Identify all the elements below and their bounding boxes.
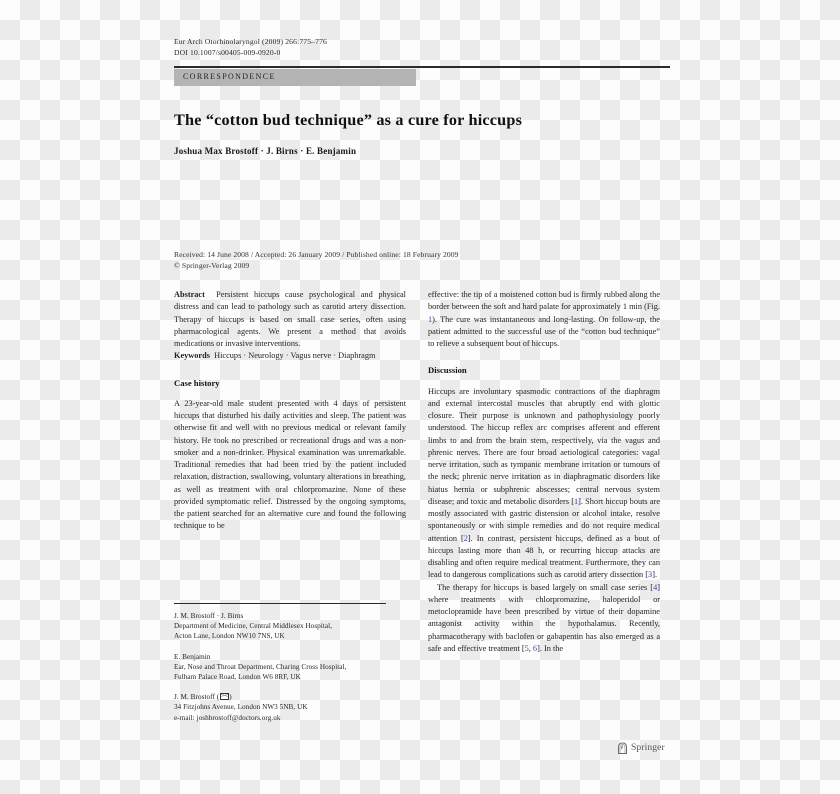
continued-text-part-2: ). The cure was instantaneous and long-lasting. On follow-up, the patient admitted to the successful use of the “cotton bud technique” to relieve a subsequent bout of hiccups.: [428, 314, 660, 348]
affiliation-2-authors: E. Benjamin: [174, 652, 211, 661]
corresponding-author-email[interactable]: e-mail: joshbrostoff@doctors.org.uk: [174, 713, 281, 722]
case-history-heading: Case history: [174, 377, 220, 388]
affiliation-1-dept: Department of Medicine, Central Middlesex Hospital,: [174, 622, 333, 631]
affiliation-entry-1: [174, 611, 414, 642]
figure-link[interactable]: 1: [428, 314, 433, 324]
discussion2-text-a: The therapy for hiccups is based largely on small case series [: [437, 582, 654, 592]
corresponding-author-address: 34 Fitzjohns Avenue, London NW3 5NB, UK: [174, 703, 308, 712]
discussion-paragraph-1: [428, 386, 660, 582]
continued-paragraph: [428, 289, 660, 350]
author-list: Joshua Max Brostoff · J. Birns · E. Benjamin: [174, 146, 357, 156]
affiliation-1-authors: J. M. Brostoff · J. Birns: [174, 612, 244, 620]
discussion-text-c: ]. In contrast, persistent hiccups, defined as a bout of hiccups lasting more than 48 h, or recurring hiccup attacks are disabling and often require medical treatment. Furthermore, they can lead to dangerous complications such as carotid artery dissection [: [428, 533, 661, 580]
citation-link-1[interactable]: 1: [573, 496, 579, 506]
discussion2-text-c: ]. In the: [537, 643, 564, 653]
corresponding-author-name-text: J. M. Brostoff (: [174, 693, 220, 702]
left-column: [174, 289, 406, 533]
citation-link-5[interactable]: 5: [524, 643, 529, 653]
page-title: The “cotton bud technique” as a cure for hiccups: [174, 111, 523, 129]
corresponding-author-entry: [174, 692, 414, 723]
copyright-line: © Springer-Verlag 2009: [174, 261, 250, 271]
citation-separator: ,: [528, 643, 533, 653]
abstract-text: Persistent hiccups cause psychological and physical distress and can lead to pathology such as carotid artery dissection. Therapy of hiccups is based on small case series, often using pharmacological agents. We present a method that avoids medications or invasive interventions.: [174, 290, 406, 348]
section-type-banner: [174, 69, 416, 86]
citation-link-2[interactable]: 2: [463, 533, 468, 543]
abstract-text-spacer: [205, 290, 216, 299]
journal-reference-doi: DOI 10.1007/s00405-009-0920-0: [174, 48, 281, 58]
springer-mark-icon: [617, 741, 628, 753]
corresponding-author-paren-close: ): [229, 693, 232, 702]
publication-dates-line: Received: 14 June 2008 / Accepted: 26 January 2009 / Published online: 18 February 2009: [174, 250, 459, 259]
keywords-label: Keywords: [174, 351, 210, 361]
affiliation-entry-2: [174, 652, 414, 683]
keywords-paragraph: [174, 350, 406, 362]
continued-text-part-1: effective: the tip of a moistened cotton bud is firmly rubbed along the border between the soft and hard palate for approximately 1 min (Fig.: [428, 290, 660, 312]
affiliation-1-address: Acton Lane, London NW10 7NS, UK: [174, 632, 285, 641]
citation-link-6[interactable]: 6: [532, 643, 538, 653]
discussion-text-b: ]. Short hiccup bouts are mostly associated with gastric distension or alcohol intake, resolve spontaneously or with simple remedies and do not require medical attention [: [428, 496, 660, 543]
publication-dates: [174, 249, 674, 272]
header-divider-rule: [174, 66, 670, 68]
discussion-text-a: Hiccups are involuntary spasmodic contractions of the diaphragm and external intercostal muscles that abruptly end with glottic closure. Their purpose is unknown and pathophysiology poorly understood. The hiccup reflex arc comprises afferent and efferent limbs to and from the brain stem, respectively, via the vagus and phrenic nerves. There are four broad aetiological categories: vagal nerve irritation, such as tympanic membrane irritation or tumours of the neck; phrenic nerve irritation as in diaphragmatic disorders like hiatus hernia or subphrenic abscesses; central nervous system disease; and toxic and metabolic disorders [: [428, 386, 660, 506]
journal-reference-line-1: Eur Arch Otorhinolaryngol (2009) 266:775–776: [174, 37, 327, 46]
case-history-paragraph: A 23-year-old male student presented with 4 days of persistent hiccups that disturbed his daily activities and sleep. The patient was otherwise fit and well with no previous medical or relevant family history. He took no prescribed or recreational drugs and was a non-smoker and a non-drinker. Physical examination was unremarkable. Traditional remedies that had been tried by the patient included relaxation, distraction, swallowing, voluntary alterations in breathing, as well as treatment with oral chlorpromazine. None of these provided symptomatic relief. Distressed by the ongoing symptoms, the patient searched for an alternative cure and found the following technique to be: [174, 398, 406, 531]
footnote-divider-rule: [174, 603, 386, 604]
abstract-label: Abstract: [174, 290, 205, 299]
publisher-name: Springer: [631, 741, 665, 753]
citation-link-4[interactable]: 4: [653, 582, 658, 592]
envelope-icon: [220, 693, 232, 702]
right-column: [428, 289, 660, 655]
section-type-label: CORRESPONDENCE: [183, 72, 276, 81]
keywords-text: Hiccups · Neurology · Vagus nerve · Diaphragm: [214, 351, 376, 361]
affiliation-2-address: Fulham Palace Road, London W6 8RF, UK: [174, 673, 301, 682]
affiliation-2-dept: Ear, Nose and Throat Department, Charing Cross Hospital,: [174, 662, 347, 671]
journal-reference: [174, 36, 327, 58]
affiliations-block: [174, 611, 414, 723]
discussion-heading: Discussion: [428, 365, 467, 376]
discussion-paragraph-2: [428, 582, 660, 656]
discussion-text-d: ].: [652, 570, 658, 580]
abstract-paragraph: [174, 289, 406, 350]
citation-link-3[interactable]: 3: [648, 570, 653, 580]
discussion2-text-b: ] where treatments with chlorpromazine, haloperidol or metoclopramide have been prescribed by virtue of their dopamine antagonist activity within the hypothalamus. Recently, pharmacotherapy with baclofen or gabapentin has also emerged as a safe and effective treatment [: [428, 582, 660, 653]
corresponding-author-name: [174, 692, 414, 702]
publisher-logo: [617, 741, 665, 753]
